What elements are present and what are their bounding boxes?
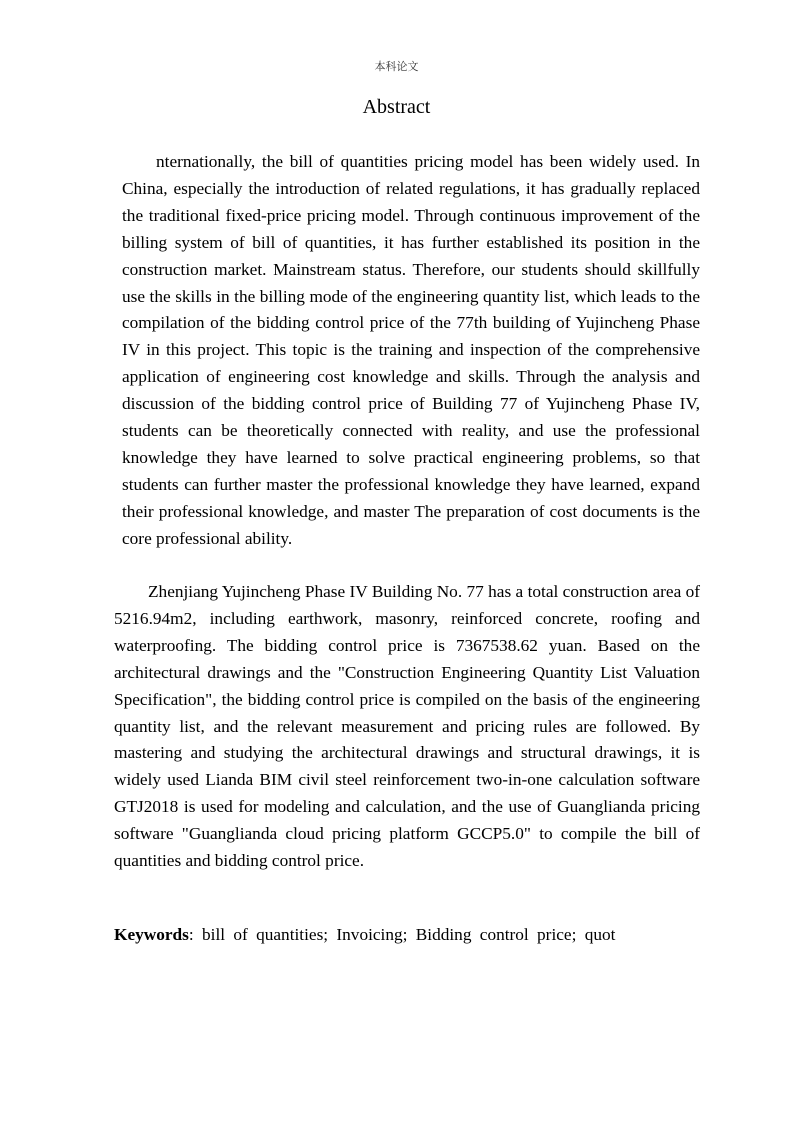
keywords-label: Keywords xyxy=(114,925,189,944)
keywords-text: bill of quantities; Invoicing; Bidding control price; quot xyxy=(202,925,616,944)
keywords-separator: : xyxy=(188,925,203,944)
abstract-paragraph-2: Zhenjiang Yujincheng Phase IV Building No. 77 has a total construction area of 5216.94m2, including earthwork, masonry, reinforced concrete, roofing and waterproofing. The bidding control price is 7367538.62 yuan. Based on the architectural drawings and the "Construction Engineering Quantity List Valuation Specification", the bidding control price is compiled on the basis of the engineering quantity list, and the relevant measurement and pricing rules are followed. By mastering and studying the architectural drawings and structural drawings, it is widely used Lianda BIM civil steel reinforcement two-in-one calculation software GTJ2018 is used for modeling and calculation, and the use of Guanglianda pricing software "Guanglianda cloud pricing platform GCCP5.0" to compile the bill of quantities and bidding control price. xyxy=(114,582,700,871)
keywords-line xyxy=(114,922,700,948)
abstract-title: Abstract xyxy=(362,96,431,118)
running-header: 本科论文 xyxy=(374,60,419,73)
abstract-paragraph-1: nternationally, the bill of quantities pricing model has been widely used. In China, especially the introduction of related regulations, it has gradually replaced the traditional fixed-price pricing model. Through continuous improvement of the billing system of bill of quantities, it has further established its position in the construction market. Mainstream status. Therefore, our students should skillfully use the skills in the billing mode of the engineering quantity list, which leads to the compilation of the bidding control price of the 77th building of Yujincheng Phase IV in this project. This topic is the training and inspection of the comprehensive application of engineering cost knowledge and skills. Through the analysis and discussion of the bidding control price of Building 77 of Yujincheng Phase IV, students can be theoretically connected with reality, and use the professional knowledge they have learned to solve practical engineering problems, so that students can further master the professional knowledge they have learned, expand their professional knowledge, and master The preparation of cost documents is the core professional ability. xyxy=(122,152,700,548)
